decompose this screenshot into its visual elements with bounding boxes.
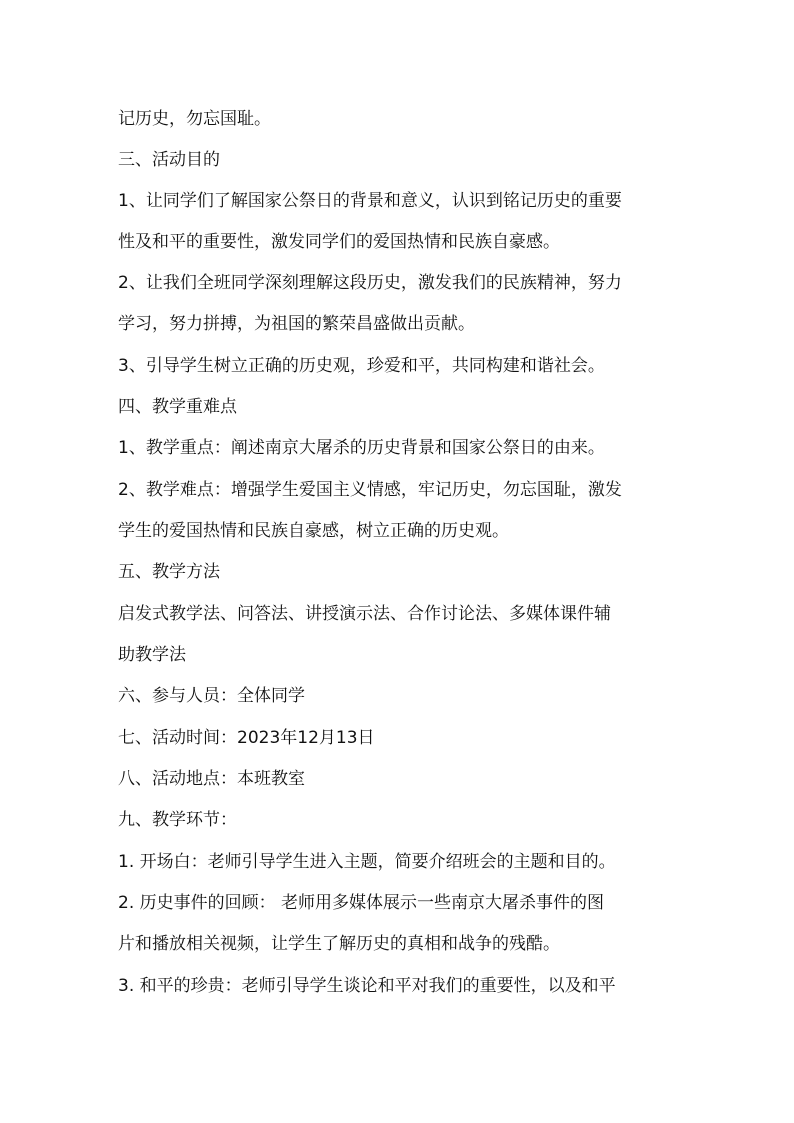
text-line: 2、教学难点：增强学生爱国主义情感，牢记历史，勿忘国耻，激发: [118, 480, 622, 500]
text-line: 1、教学重点：阐述南京大屠杀的历史背景和国家公祭日的由来。: [118, 438, 605, 458]
section-heading: 九、教学环节：: [118, 810, 237, 830]
text-line: 记历史，勿忘国耻。: [118, 109, 271, 129]
text-line: 学习，努力拼搏，为祖国的繁荣昌盛做出贡献。: [118, 314, 475, 334]
text-line: 性及和平的重要性，激发同学们的爱国热情和民族自豪感。: [118, 232, 560, 252]
text-line: 学生的爱国热情和民族自豪感，树立正确的历史观。: [118, 521, 509, 541]
section-heading: 七、活动时间：2023年12月13日: [118, 728, 375, 748]
text-line: 2. 历史事件的回顾： 老师用多媒体展示一些南京大屠杀事件的图: [118, 893, 605, 913]
section-heading: 六、参与人员：全体同学: [118, 686, 305, 706]
text-line: 2、让我们全班同学深刻理解这段历史，激发我们的民族精神，努力: [118, 273, 622, 293]
section-heading: 五、教学方法: [118, 562, 220, 582]
text-line: 助教学法: [118, 645, 186, 665]
text-line: 1. 开场白：老师引导学生进入主题，简要介绍班会的主题和目的。: [118, 852, 616, 872]
text-line: 1、让同学们了解国家公祭日的背景和意义，认识到铭记历史的重要: [118, 191, 622, 211]
section-heading: 八、活动地点：本班教室: [118, 769, 305, 789]
text-line: 3. 和平的珍贵：老师引导学生谈论和平对我们的重要性，以及和平: [118, 976, 616, 996]
text-line: 3、引导学生树立正确的历史观，珍爱和平，共同构建和谐社会。: [118, 356, 605, 376]
text-line: 启发式教学法、问答法、讲授演示法、合作讨论法、多媒体课件辅: [118, 604, 611, 624]
text-line: 片和播放相关视频，让学生了解历史的真相和战争的残酷。: [118, 934, 560, 954]
section-heading: 四、教学重难点: [118, 397, 237, 417]
section-heading: 三、活动目的: [118, 150, 220, 170]
